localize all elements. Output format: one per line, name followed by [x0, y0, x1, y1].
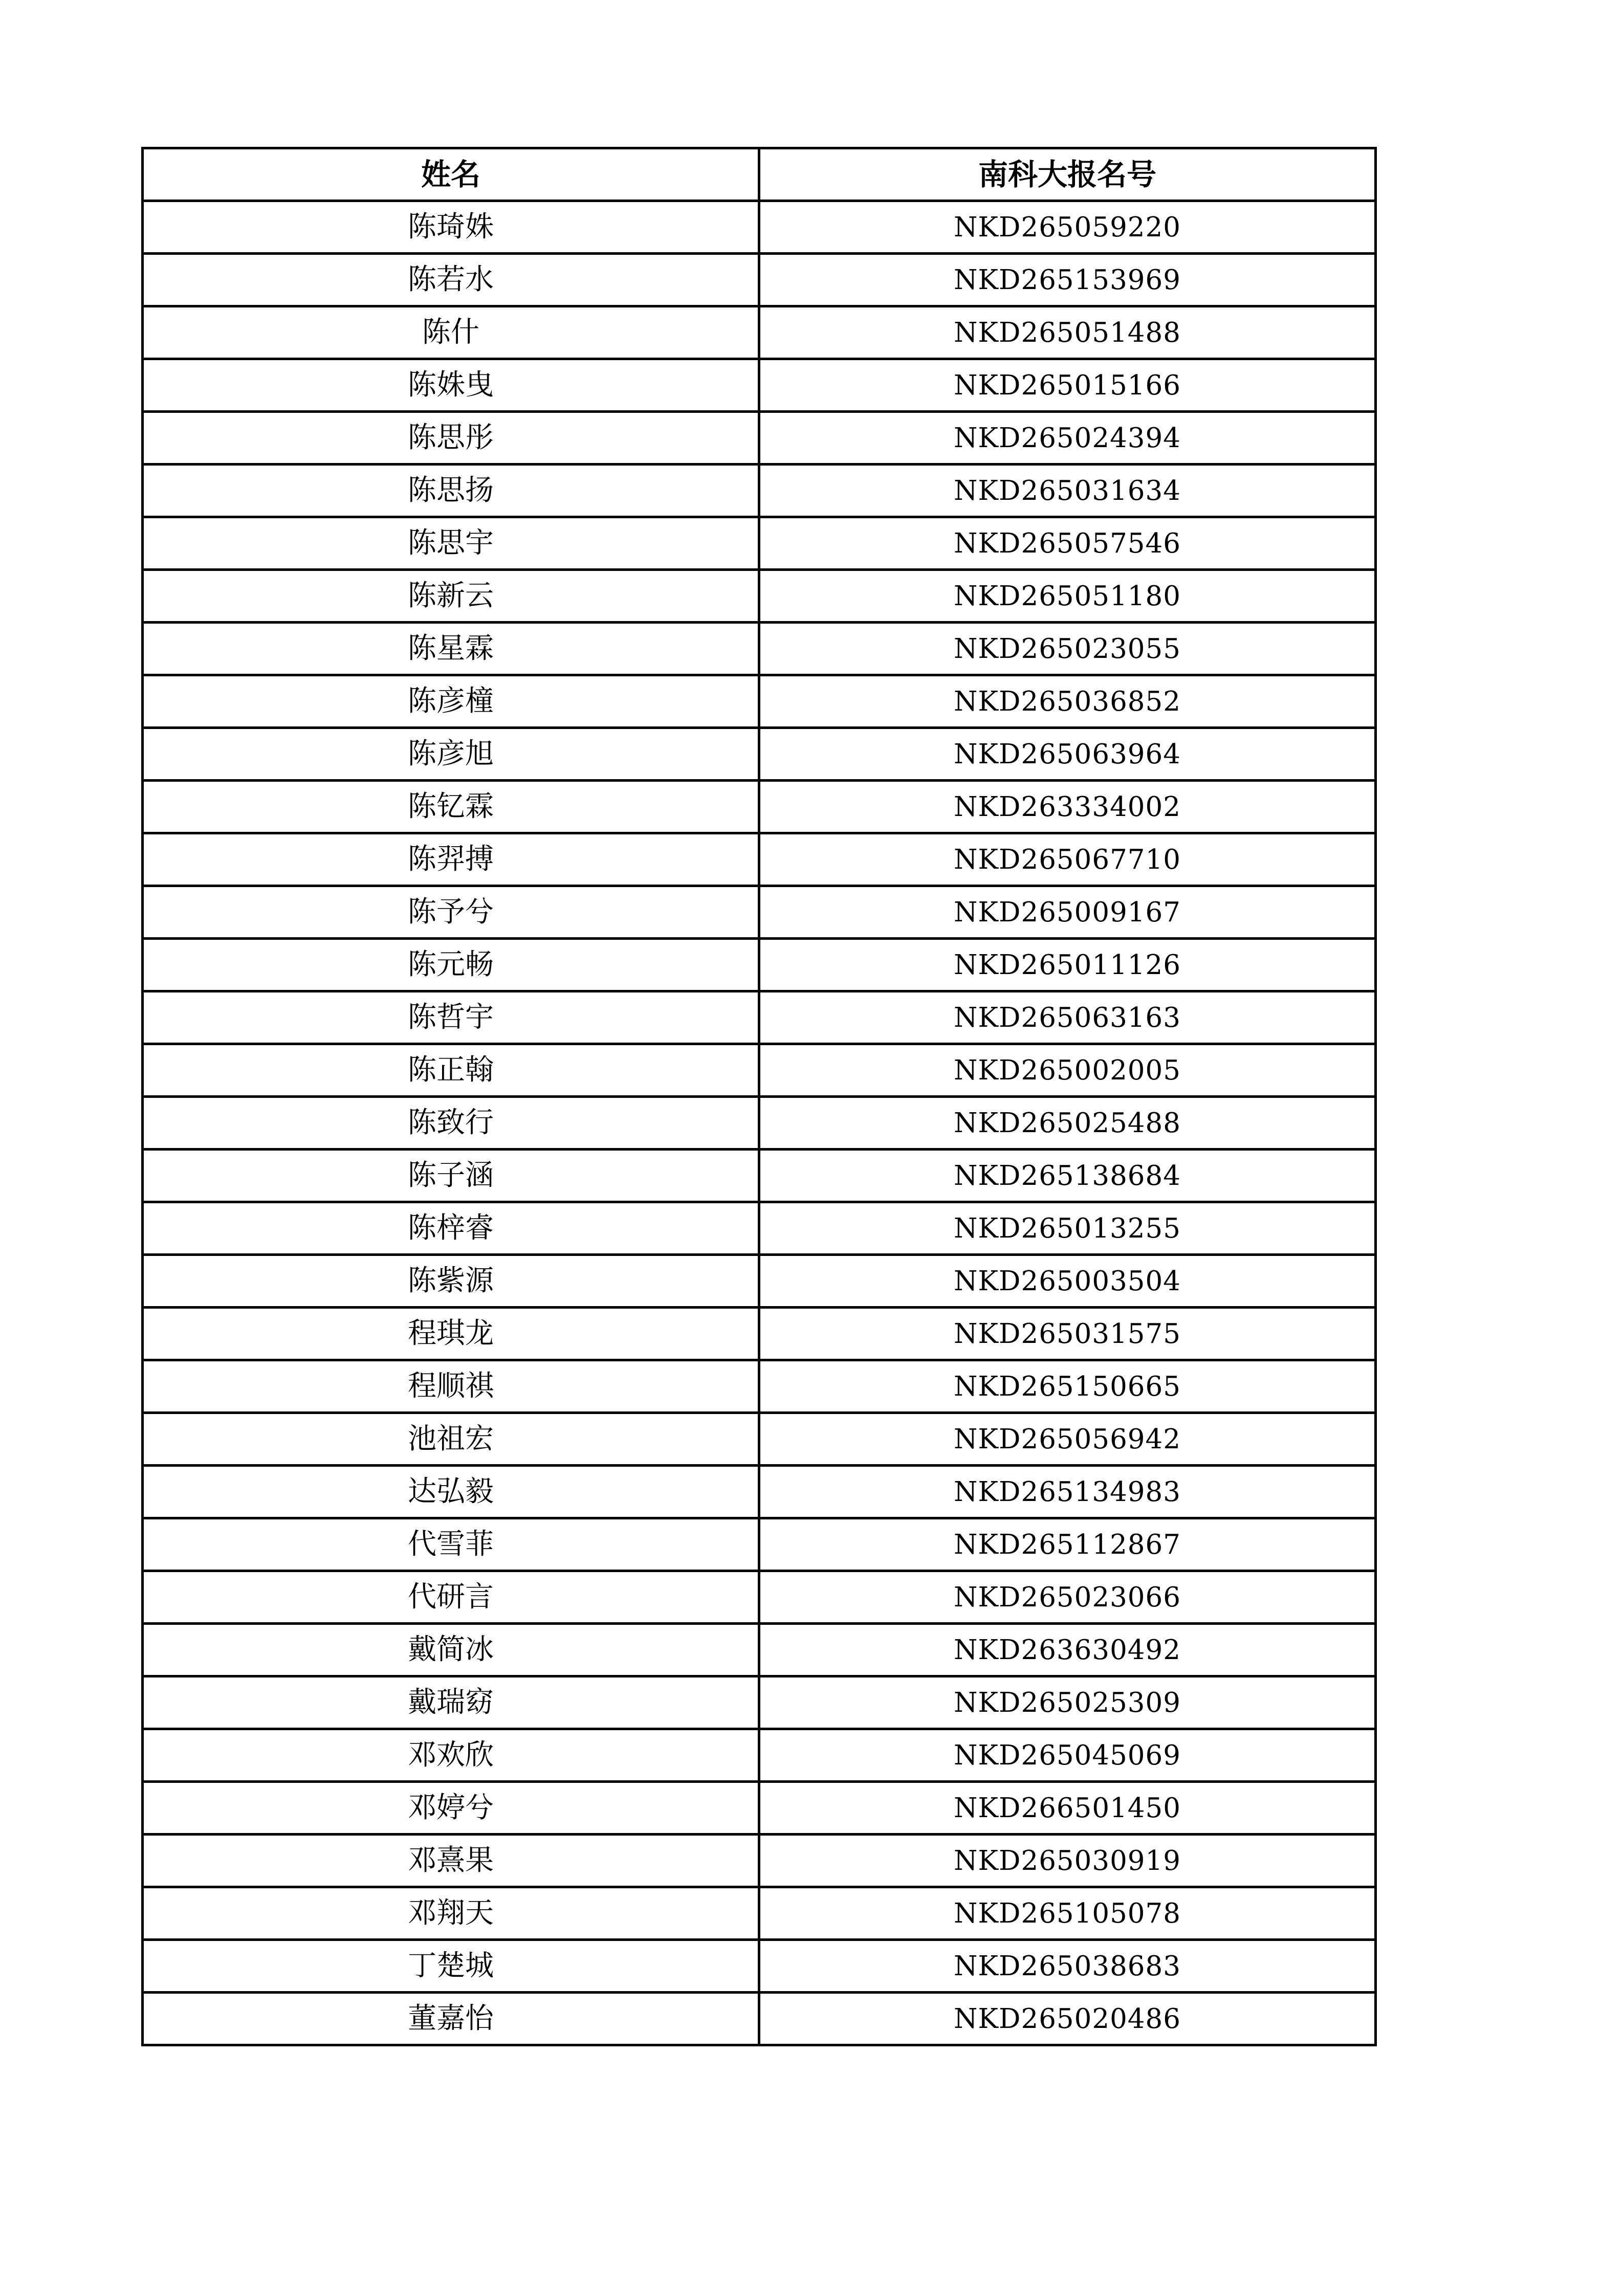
roster-body — [143, 201, 1376, 2045]
table-row — [143, 1835, 1376, 1887]
table-row — [143, 728, 1376, 781]
registration-number-cell: NKD265025488 — [759, 1097, 1376, 1150]
registration-number-cell: NKD265057546 — [759, 517, 1376, 570]
student-name-cell: 程琪龙 — [143, 1308, 759, 1360]
registration-number-cell: NKD265003504 — [759, 1255, 1376, 1308]
table-row — [143, 1202, 1376, 1255]
student-name-cell: 陈思扬 — [143, 465, 759, 517]
student-name-cell: 戴瑞窈 — [143, 1676, 759, 1729]
student-name-cell: 陈予兮 — [143, 886, 759, 939]
registration-number-cell: NKD265051488 — [759, 306, 1376, 359]
table-row — [143, 306, 1376, 359]
student-name-cell: 邓欢欣 — [143, 1729, 759, 1782]
registration-number-cell: NKD265105078 — [759, 1887, 1376, 1940]
registration-number-cell: NKD265009167 — [759, 886, 1376, 939]
table-row — [143, 1624, 1376, 1676]
student-name-cell: 陈彦橦 — [143, 675, 759, 728]
registration-number-cell: NKD265011126 — [759, 939, 1376, 991]
table-row — [143, 1360, 1376, 1413]
student-name-cell: 陈哲宇 — [143, 991, 759, 1044]
registration-number-cell: NKD265134983 — [759, 1466, 1376, 1518]
student-name-cell: 池祖宏 — [143, 1413, 759, 1466]
student-name-cell: 陈钇霖 — [143, 781, 759, 833]
registration-number-cell: NKD265024394 — [759, 412, 1376, 465]
table-row — [143, 1255, 1376, 1308]
student-name-cell: 邓翔天 — [143, 1887, 759, 1940]
registration-number-cell: NKD265031634 — [759, 465, 1376, 517]
student-name-cell: 陈姝曳 — [143, 359, 759, 412]
column-header-name: 姓名 — [143, 148, 759, 201]
student-name-cell: 戴简冰 — [143, 1624, 759, 1676]
student-name-cell: 陈羿搏 — [143, 833, 759, 886]
table-row — [143, 1940, 1376, 1993]
registration-number-cell: NKD265059220 — [759, 201, 1376, 254]
student-name-cell: 陈若水 — [143, 254, 759, 306]
student-name-cell: 陈思彤 — [143, 412, 759, 465]
registration-number-cell: NKD265153969 — [759, 254, 1376, 306]
student-name-cell: 代雪菲 — [143, 1518, 759, 1571]
table-row — [143, 1993, 1376, 2045]
table-row — [143, 1097, 1376, 1150]
table-row — [143, 1676, 1376, 1729]
table-row — [143, 886, 1376, 939]
table-row — [143, 517, 1376, 570]
registration-number-cell: NKD266501450 — [759, 1782, 1376, 1835]
registration-number-cell: NKD265112867 — [759, 1518, 1376, 1571]
table-row — [143, 781, 1376, 833]
registration-number-cell: NKD265023055 — [759, 623, 1376, 675]
registration-number-cell: NKD263334002 — [759, 781, 1376, 833]
table-row — [143, 570, 1376, 623]
registration-number-cell: NKD265015166 — [759, 359, 1376, 412]
table-row — [143, 201, 1376, 254]
table-row — [143, 1571, 1376, 1624]
registration-number-cell: NKD265051180 — [759, 570, 1376, 623]
registration-number-cell: NKD263630492 — [759, 1624, 1376, 1676]
table-row — [143, 833, 1376, 886]
student-name-cell: 陈新云 — [143, 570, 759, 623]
student-name-cell: 陈彦旭 — [143, 728, 759, 781]
header-row — [143, 148, 1376, 201]
registration-number-cell: NKD265020486 — [759, 1993, 1376, 2045]
registration-number-cell: NKD265063163 — [759, 991, 1376, 1044]
table-row — [143, 1308, 1376, 1360]
registration-number-cell: NKD265067710 — [759, 833, 1376, 886]
student-name-cell: 邓婷兮 — [143, 1782, 759, 1835]
table-row — [143, 1044, 1376, 1097]
student-name-cell: 陈紫源 — [143, 1255, 759, 1308]
student-name-cell: 丁楚城 — [143, 1940, 759, 1993]
table-row — [143, 359, 1376, 412]
student-name-cell: 董嘉怡 — [143, 1993, 759, 2045]
table-row — [143, 1518, 1376, 1571]
registration-number-cell: NKD265013255 — [759, 1202, 1376, 1255]
roster-table — [141, 147, 1377, 2046]
student-name-cell: 陈思宇 — [143, 517, 759, 570]
table-row — [143, 465, 1376, 517]
student-name-cell: 陈致行 — [143, 1097, 759, 1150]
registration-number-cell: NKD265063964 — [759, 728, 1376, 781]
student-name-cell: 陈琦姝 — [143, 201, 759, 254]
table-row — [143, 939, 1376, 991]
table-row — [143, 1887, 1376, 1940]
registration-number-cell: NKD265045069 — [759, 1729, 1376, 1782]
table-row — [143, 1782, 1376, 1835]
table-row — [143, 254, 1376, 306]
registration-number-cell: NKD265150665 — [759, 1360, 1376, 1413]
table-row — [143, 412, 1376, 465]
student-name-cell: 代研言 — [143, 1571, 759, 1624]
registration-number-cell: NKD265030919 — [759, 1835, 1376, 1887]
table-row — [143, 1466, 1376, 1518]
registration-number-cell: NKD265025309 — [759, 1676, 1376, 1729]
table-row — [143, 1150, 1376, 1202]
registration-number-cell: NKD265056942 — [759, 1413, 1376, 1466]
registration-number-cell: NKD265038683 — [759, 1940, 1376, 1993]
student-name-cell: 陈什 — [143, 306, 759, 359]
table-row — [143, 1413, 1376, 1466]
registration-number-cell: NKD265036852 — [759, 675, 1376, 728]
student-name-cell: 邓熹果 — [143, 1835, 759, 1887]
registration-number-cell: NKD265002005 — [759, 1044, 1376, 1097]
table-row — [143, 623, 1376, 675]
registration-number-cell: NKD265023066 — [759, 1571, 1376, 1624]
student-name-cell: 达弘毅 — [143, 1466, 759, 1518]
student-name-cell: 陈星霖 — [143, 623, 759, 675]
student-name-cell: 陈子涵 — [143, 1150, 759, 1202]
student-name-cell: 陈梓睿 — [143, 1202, 759, 1255]
student-name-cell: 陈元畅 — [143, 939, 759, 991]
column-header-reg-no: 南科大报名号 — [759, 148, 1376, 201]
student-name-cell: 程顺祺 — [143, 1360, 759, 1413]
student-name-cell: 陈正翰 — [143, 1044, 759, 1097]
table-row — [143, 1729, 1376, 1782]
table-row — [143, 991, 1376, 1044]
registration-number-cell: NKD265138684 — [759, 1150, 1376, 1202]
table-row — [143, 675, 1376, 728]
registration-number-cell: NKD265031575 — [759, 1308, 1376, 1360]
